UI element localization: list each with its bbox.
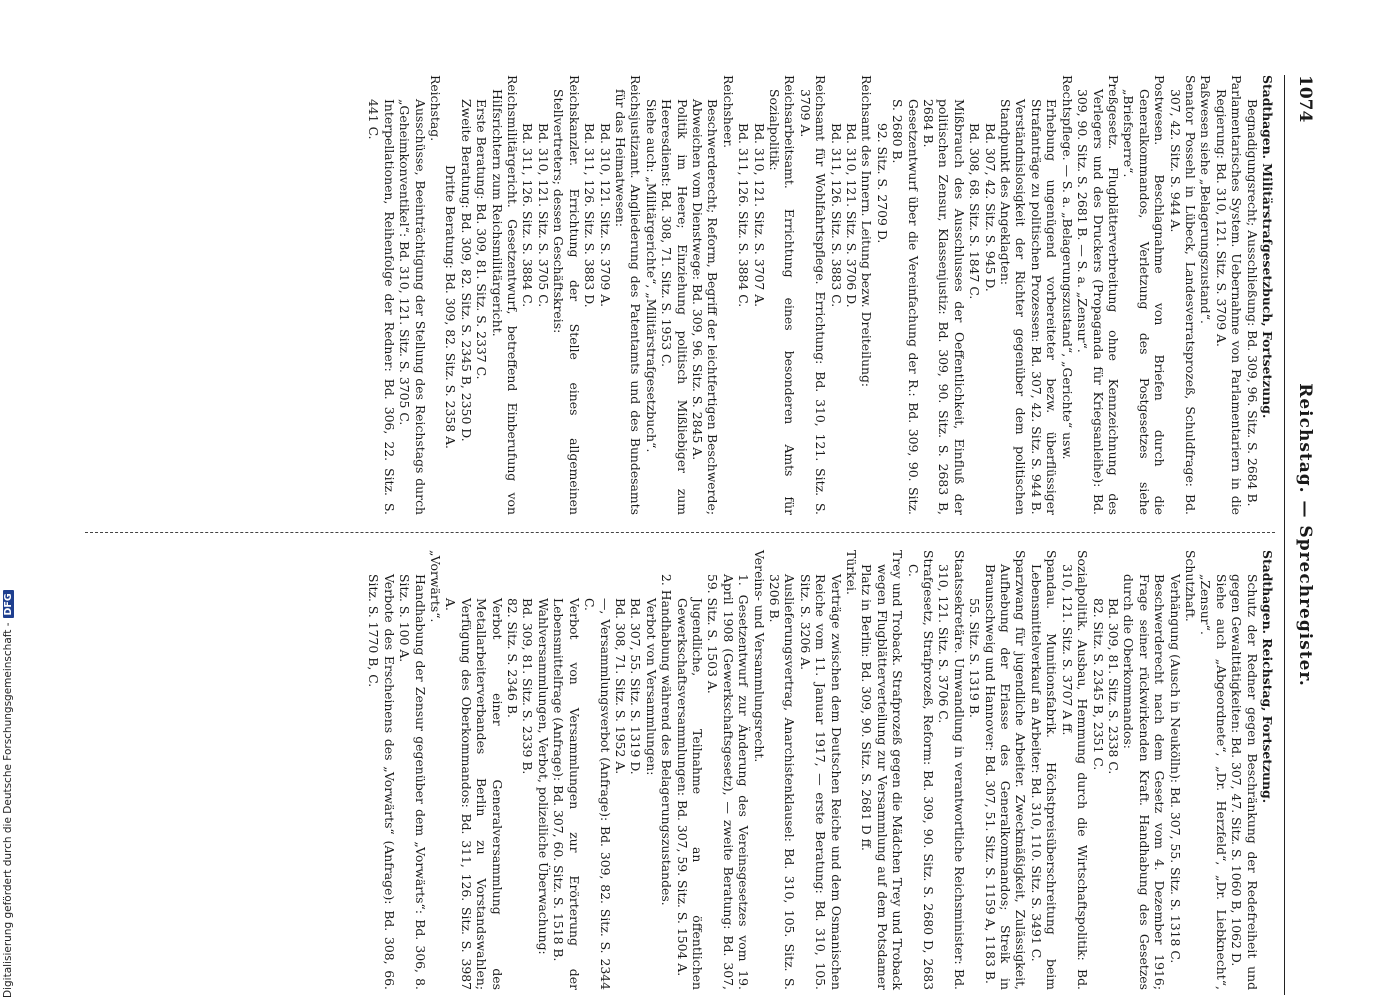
index-entry: Reichskanzler. Errichtung der Stelle eines allgemeinen Stellvertreters; dessen Geschäftskreis: bbox=[551, 75, 582, 515]
index-entry: Bd. 308, 71. Sitz. S. 1952 A. bbox=[612, 598, 628, 775]
index-entry: 82. Sitz. S. 2346 B. bbox=[505, 598, 521, 718]
index-entry: Vereins- und Versammlungsrecht. bbox=[751, 550, 767, 763]
index-entry: Bd. 310, 121. Sitz. S. 3706 D. bbox=[844, 123, 860, 308]
index-entry: Siehe auch „Abgeordnete“, „Dr. Herzfeld“, „Dr. Liebknecht“, „Zensur“. bbox=[1198, 574, 1229, 990]
column-divider bbox=[85, 532, 1275, 533]
page-header bbox=[1287, 75, 1315, 995]
index-entry: 2. Handhabung während des Belagerungszustandes. bbox=[659, 574, 675, 906]
index-entry: Politik im Heere; Einziehung politisch Mißliebiger zum Heeresdienst: Bd. 308, 71. Sitz. S. 1953 C. bbox=[659, 99, 690, 515]
index-entry: Wahlversammlungen, Verbot, polizeiliche Überwachung: bbox=[535, 598, 551, 955]
index-entry: Trey und Troback. Strafprozeß gegen die Mädchen Trey und Troback wegen Flugblätterverteilung zur Versammlung auf dem Potsdamer Platz in Berlin: Bd. 309, 90. Sitz. S. 2681 D ff. bbox=[859, 550, 906, 990]
index-entry: Sozialpolitik. Ausbau, Hemmung durch die Wirtschaftspolitik: Bd. 310, 121. Sitz. S. 3707 A ff. bbox=[1059, 550, 1091, 990]
index-entry: Verbot von Versammlungen: bbox=[643, 598, 659, 776]
index-entry: Verbot von Versammlungen zur Erörterung der Lebensmittelfrage (Anfrage): Bd. 307, 60. Sitz. S. 1518 B. bbox=[551, 598, 582, 990]
index-entry: Auslieferungsvertrag, Anarchistenklausel: Bd. 310, 105. Sitz. S. 3206 B. bbox=[767, 574, 798, 990]
index-entry: Parlamentarisches System. Uebernahme von Parlamentariern in die Regierung: Bd. 310, 121. Sitz. S. 3709 A. bbox=[1213, 75, 1245, 515]
index-entry: 92. Sitz. S. 2709 D. bbox=[874, 123, 890, 244]
index-entry: Schutzhaft. bbox=[1182, 550, 1198, 622]
index-entry: Beschwerderecht; Reform, Begriff der leichtfertigen Beschwerde; Abweichen vom Dienstwege: Bd. 309, 96. Sitz. S. 2845 A. bbox=[689, 99, 721, 515]
dfg-logo: DFG bbox=[3, 590, 14, 618]
index-entry: Rechtspflege. — S. a. „Belagerungszustand“, „Gerichte“ usw. bbox=[1059, 75, 1075, 460]
index-entry: Bd. 307, 42. Sitz. S. 945 D. bbox=[982, 123, 998, 292]
index-entry: 1. Gesetzentwurf zur Änderung des Vereinsgesetzes vom 19. April 1908 (Gewerkschaftsgesetz), — zweite Beratung: Bd. 307, 59. Sitz. S. 1503 A. bbox=[705, 574, 752, 990]
index-entry: Bd. 309, 81. Sitz. S. 2338 C. bbox=[1105, 598, 1121, 775]
digitization-note-text: Digitalisierung gefördert durch die Deutsche Forschungsgemeinschaft - bbox=[2, 622, 14, 998]
index-entry: Reichsamt für Wohlfahrtspflege. Errichtung: Bd. 310, 121. Sitz. S. 3709 A. bbox=[797, 75, 829, 515]
index-entry: Bd. 311, 126. Sitz. S. 3884 C. bbox=[736, 123, 752, 308]
index-entry: Bd. 311, 126. Sitz. S. 3883 C. bbox=[828, 123, 844, 308]
index-entry: Verständnislosigkeit der Richter gegenüber dem politischen Standpunkt des Angeklagten: bbox=[998, 99, 1029, 515]
document-page bbox=[85, 75, 1315, 995]
running-head: Reichstag. — Sprechregister. bbox=[1295, 383, 1315, 687]
index-entry: Paßwesen siehe „Belagerungszustand“. bbox=[1198, 75, 1214, 324]
index-entry: Reichsmilitärgericht. Gesetzentwurf, betreffend Einberufung von Hilfsrichtern zum Reichsmilitärgericht. bbox=[489, 75, 521, 515]
index-entry: Dritte Beratung: Bd. 309, 82. Sitz. S. 2358 A. bbox=[443, 165, 459, 449]
index-entry: Erste Beratung: Bd. 309, 81. Sitz. S. 2337 C. bbox=[474, 99, 490, 380]
index-entry: 82. Sitz. S. 2345 B, 2351 C. bbox=[1090, 598, 1106, 771]
index-entry: Bd. 311, 126. Sitz. S. 3883 D. bbox=[582, 123, 598, 308]
index-entry: Reichstag. bbox=[428, 75, 444, 142]
index-entry: Reichsjustizamt. Angliederung des Patentamts und des Bundesamts für das Heimatwesen: bbox=[612, 75, 644, 515]
index-entry: Senator Possehl in Lübeck, Landesverratsprozeß, Schuldfrage: Bd. 307, 42. Sitz. S. 944 A. bbox=[1167, 75, 1198, 515]
index-entry: Zweite Beratung: Bd. 309, 82. Sitz. S. 2345 B, 2350 D. bbox=[458, 99, 474, 442]
index-entry: Spandau. Munitionsfabrik. Höchstpreisüberschreitung beim Lebensmittelverkauf an Arbeiter: Bd. 310, 110. Sitz. S. 3491 C. bbox=[1028, 550, 1060, 990]
index-entry: Beschwerderecht nach dem Gesetz vom 4. Dezember 1916; Frage seiner rückwirkenden Kraft. Handhabung des Gesetzes durch die Oberkommandos: bbox=[1121, 574, 1168, 990]
index-entry: Preßgesetz. Flugblätterverbreitung ohne Kennzeichnung des Verlegers und des Druckers (Propaganda für Kriegsanleihe): Bd. 309, 90. Sitz. S. 2681 B. — S. a. „Zensur“. bbox=[1075, 75, 1121, 515]
digitization-note bbox=[2, 590, 14, 998]
index-entry: Staatssekretäre. Umwandlung in verantwortliche Reichsminister: Bd. 310, 121. Sitz. S. 3706 C. bbox=[936, 550, 967, 990]
index-entry: Bd. 307, 55. Sitz. S. 1319 D. bbox=[628, 598, 644, 775]
index-entry: Begnadigungsrecht; Ausschließung: Bd. 309, 96. Sitz. S. 2684 B. bbox=[1244, 99, 1260, 507]
index-entry: Schutz der Redner gegen Beschränkung der Redefreiheit und gegen Gewalttätigkeiten: Bd. 307, 47. Sitz. S. 1060 B, 1062 D. bbox=[1229, 574, 1260, 990]
index-entry: „Vorwärts“. bbox=[428, 550, 444, 623]
index-entry: Postwesen. Beschlagnahme von Briefen durch die Generalkommandos, Verletzung des Postgesetzes siehe „Briefsperre“. bbox=[1121, 75, 1168, 515]
index-entry: Reichsheer. bbox=[720, 75, 736, 149]
index-entry: Verbote des Erscheinens des „Vorwärts“ (Anfrage): Bd. 308, 66. Sitz. S. 1770 B, C. bbox=[366, 574, 397, 990]
index-entry: Handhabung der Zensur gegenüber dem „Vorwärts“: Bd. 306, 8. Sitz. S. 100 A. bbox=[397, 574, 428, 990]
index-entry: Türkei. bbox=[844, 550, 860, 595]
index-entry: Bd. 308, 68. Sitz. S. 1847 C. bbox=[967, 123, 983, 300]
index-entry: —, Versammlungsverbot (Anfrage): Bd. 309, 82. Sitz. S. 2344 C. bbox=[582, 598, 613, 990]
header-rule bbox=[1284, 75, 1285, 995]
index-entry: 55. Sitz. S. 1319 B. bbox=[967, 598, 983, 718]
left-column bbox=[366, 75, 1275, 515]
index-entry: Verträge zwischen dem Deutschen Reiche und dem Osmanischen Reiche vom 11. Januar 1917, — erste Beratung: Bd. 310, 105. Sitz. S. 3206 A. bbox=[797, 574, 844, 990]
index-entry: Bd. 310, 121. Sitz. S. 3705 C. bbox=[535, 123, 551, 308]
index-entry: Reichsamt des Innern. Leitung bezw. Dreiteilung: bbox=[859, 75, 875, 388]
index-entry: Siehe auch: „Militärgerichte“, „Militärstrafgesetzbuch“. bbox=[643, 99, 659, 453]
index-entry: Bd. 309, 81. Sitz. S. 2339 B. bbox=[520, 598, 536, 775]
index-entry: Interpellationen, Reihenfolge der Redner: Bd. 306, 22. Sitz. S. 441 C. bbox=[366, 99, 397, 515]
index-entry: Sparzwang für jugendliche Arbeiter. Zweckmäßigkeit, Zulässigkeit, Aufhebung der Erlasse des Generalkommandos; Streik in Braunschweig und Hannover: Bd. 307, 51. Sitz. S. 1159 A, 1183 B. bbox=[982, 550, 1029, 990]
index-entry: Bd. 310, 121. Sitz. S. 3707 A. bbox=[751, 123, 767, 308]
index-entry: Mißbrauch des Ausschlusses der Oeffentlichkeit, Einfluß der politischen Zensur, Klassenjustiz: Bd. 309, 90. Sitz. S. 2683 B, 2684 B. bbox=[921, 99, 967, 515]
index-entry: Verbot einer Generalversammlung des Metallarbeiterverbandes Berlin zu Vorstandswahlen; Verfügung des Oberkommandos: Bd. 311, 126. Sitz. S. 3987 A. bbox=[443, 598, 505, 990]
right-column bbox=[366, 550, 1275, 990]
index-entry: Jugendliche, Teilnahme an öffentlichen Gewerkschaftsversammlungen: Bd. 307, 59. Sitz. S. 1504 A. bbox=[674, 598, 705, 990]
index-entry: Stadthagen. Militärstrafgesetzbuch, Fortsetzung. bbox=[1260, 75, 1275, 419]
index-entry: Ausschüsse, Beeinträchtigung der Stellung des Reichstags durch „Geheimkonventikel“: Bd. 310, 121. Sitz. S. 3705 C. bbox=[397, 99, 428, 515]
index-entry: Strafgesetz, Strafprozeß, Reform: Bd. 309, 90. Sitz. S. 2680 D, 2683 C. bbox=[905, 550, 937, 990]
index-entry: Stadthagen. Reichstag, Fortsetzung. bbox=[1260, 550, 1275, 804]
index-entry: Bd. 310, 121. Sitz. S. 3709 A. bbox=[597, 123, 613, 308]
page-number: 1074 bbox=[1295, 75, 1315, 123]
index-entry: Erhebung ungenügend vorbereiteter bezw. überflüssiger Strafanträge zu politischen Prozessen: Bd. 307, 42. Sitz. S. 944 B. bbox=[1028, 99, 1060, 515]
index-entry: Bd. 311, 126. Sitz. S. 3884 C. bbox=[520, 123, 536, 308]
index-entry: Gesetzentwurf über die Vereinfachung der R.: Bd. 309, 90. Sitz. S. 2680 B. bbox=[890, 99, 921, 515]
index-entry: Reichsarbeitsamt. Errichtung eines besonderen Amts für Sozialpolitik: bbox=[767, 75, 798, 515]
index-entry: Verhängung (Ausch in Neukölln): Bd. 307, 55. Sitz. S. 1318 C. bbox=[1167, 574, 1183, 964]
